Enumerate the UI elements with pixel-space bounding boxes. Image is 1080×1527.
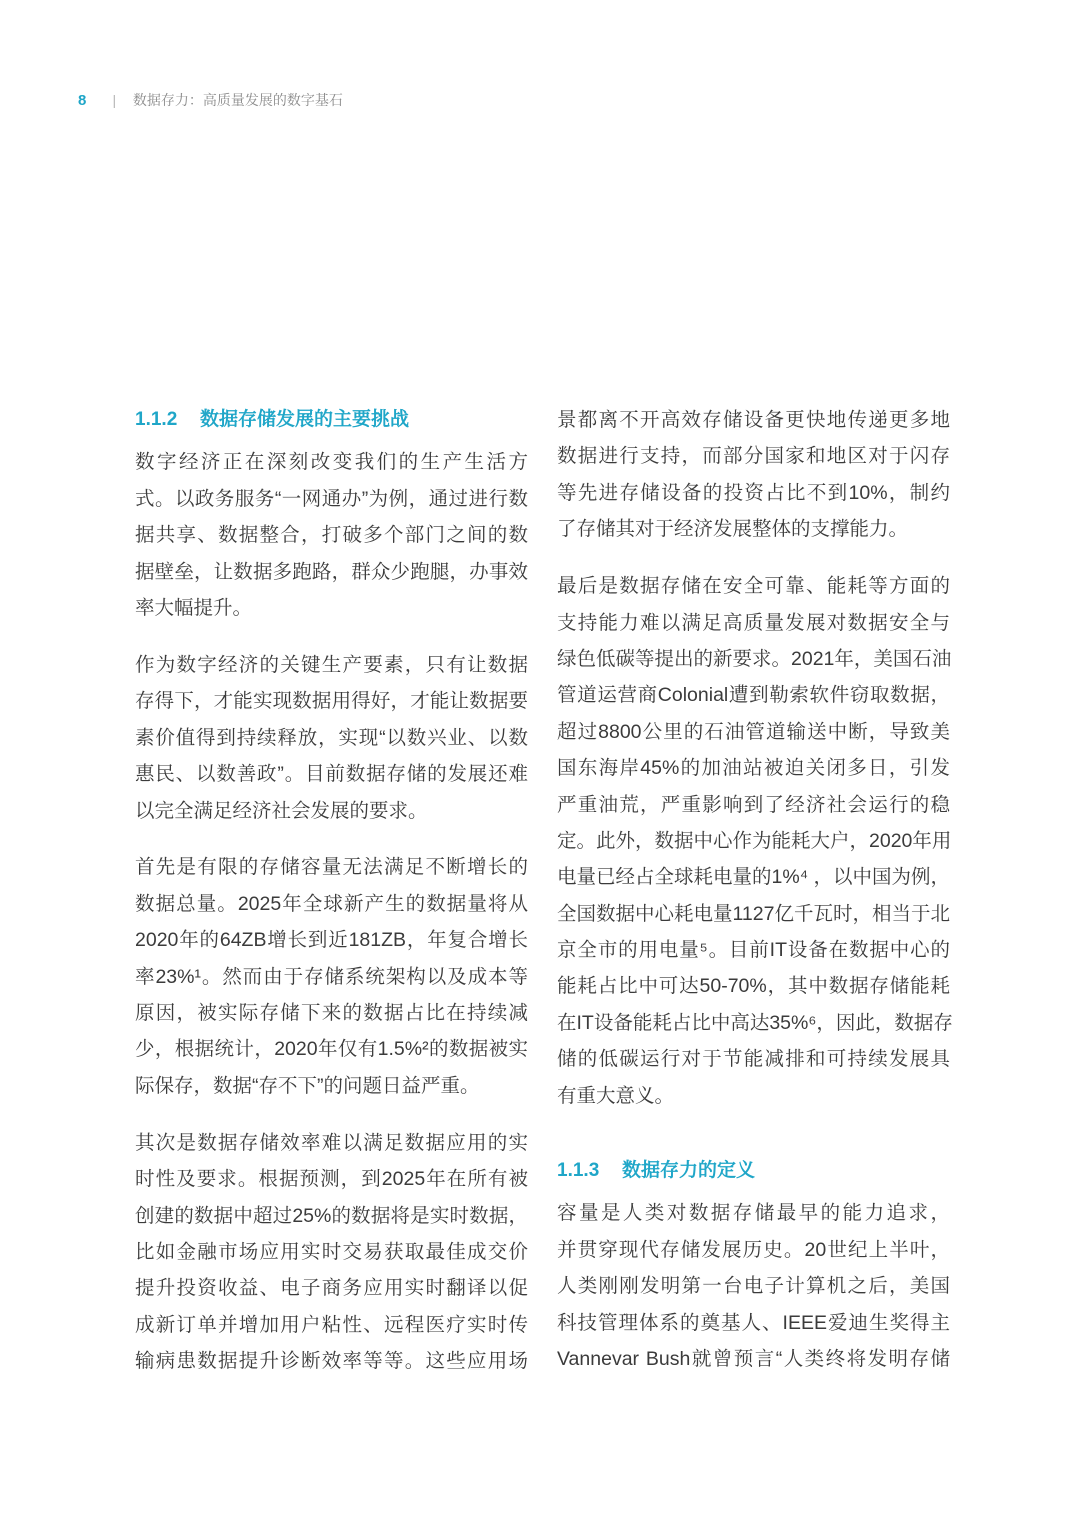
- paragraph: [135, 849, 528, 1104]
- paragraph-line: 数据进行支持，而部分国家和地区对于闪存: [557, 445, 950, 468]
- paragraph: [557, 402, 950, 548]
- paragraph-line: 2020年的64ZB增长到近181ZB，年复合增长: [135, 929, 528, 952]
- paragraph: [557, 1195, 950, 1377]
- paragraph-line: 存得下，才能实现数据用得好，才能让数据要: [135, 690, 528, 713]
- paragraph-line: 以完全满足经济社会发展的要求。: [135, 799, 428, 822]
- paragraph-line: 其次是数据存储效率难以满足数据应用的实: [135, 1131, 528, 1154]
- paragraph-line: 提升投资收益、电子商务应用实时翻译以促: [135, 1277, 528, 1300]
- paragraph-line: 首先是有限的存储容量无法满足不断增长的: [135, 856, 528, 879]
- paragraph-line: 严重油荒，严重影响到了经济社会运行的稳: [557, 793, 950, 816]
- section-number: 1.1.3: [557, 1160, 600, 1182]
- paragraph-line: 人类刚刚发明第一台电子计算机之后，美国: [557, 1275, 950, 1298]
- paragraph-line: 景都离不开高效存储设备更快地传递更多地: [557, 409, 950, 431]
- paragraph: [135, 444, 528, 626]
- paragraph-line: 成新订单并增加用户粘性、远程医疗实时传: [135, 1313, 528, 1336]
- paragraph: [135, 1125, 528, 1380]
- page-header: [78, 89, 343, 111]
- paragraph-line: 定。此外，数据中心作为能耗大户，2020年用: [557, 829, 952, 852]
- paragraph-line: 式。以政务服务“一网通办”为例，通过进行数: [135, 487, 528, 510]
- header-separator: |: [112, 92, 117, 108]
- paragraph-line: 绿色低碳等提出的新要求。2021年，美国石油: [557, 647, 952, 670]
- paragraph-line: 国东海岸45%的加油站被迫关闭多日，引发: [557, 757, 950, 780]
- section-heading: [135, 402, 528, 438]
- left-column: [135, 402, 528, 1380]
- paragraph-line: 率大幅提升。: [135, 596, 253, 619]
- paragraph-line: 惠民、以数善政”。目前数据存储的发展还难: [135, 763, 528, 786]
- paragraph-line: 容量是人类对数据存储最早的能力追求，: [557, 1202, 950, 1225]
- document-title: 数据存力：高质量发展的数字基石: [132, 92, 343, 108]
- paragraph-line: 储的低碳运行对于节能减排和可持续发展具: [557, 1048, 950, 1071]
- paragraph-line: 据壁垒，让数据多跑路，群众少跑腿，办事效: [135, 560, 528, 583]
- paragraph-line: 数字经济正在深刻改变我们的生产生活方: [135, 451, 528, 474]
- paragraph-line: 原因，被实际存储下来的数据占比在持续减: [135, 1002, 528, 1025]
- paragraph-line: 全国数据中心耗电量1127亿千瓦时，相当于北: [557, 902, 950, 925]
- paragraph-line: 电量已经占全球耗电量的1%⁴ ，以中国为例，: [557, 866, 950, 889]
- paragraph-line: 并贯穿现代存储发展历史。20世纪上半叶，: [557, 1238, 950, 1261]
- paragraph-line: 际保存，数据“存不下”的问题日益严重。: [135, 1074, 480, 1097]
- paragraph-line: 输病患数据提升诊断效率等等。这些应用场: [135, 1350, 528, 1373]
- section-title: 数据存力的定义: [622, 1160, 756, 1182]
- paragraph-line: 能耗占比中可达50-70%，其中数据存储能耗: [557, 975, 950, 998]
- paragraph-line: Vannevar Bush就曾预言“人类终将发明存储: [557, 1347, 950, 1370]
- paragraph-line: 创建的数据中超过25%的数据将是实时数据，: [135, 1204, 528, 1227]
- paragraph-line: 了存储其对于经济发展整体的支撑能力。: [557, 518, 909, 541]
- page-number: 8: [78, 92, 87, 109]
- paragraph: [135, 647, 528, 829]
- section-heading: [557, 1153, 950, 1189]
- paragraph: [557, 568, 953, 1114]
- paragraph-line: 率23%¹。然而由于存储系统架构以及成本等: [135, 965, 528, 988]
- paragraph-line: 据共享、数据整合，打破多个部门之间的数: [135, 524, 528, 547]
- paragraph-line: 在IT设备能耗占比中高达35%⁶，因此，数据存: [557, 1011, 953, 1034]
- paragraph-line: 京全市的用电量⁵。目前IT设备在数据中心的: [557, 939, 950, 962]
- paragraph-line: 超过8800公里的石油管道输送中断，导致美: [557, 720, 950, 743]
- section-title: 数据存储发展的主要挑战: [200, 409, 410, 430]
- paragraph-line: 少，根据统计，2020年仅有1.5%²的数据被实: [135, 1038, 528, 1061]
- paragraph-line: 时性及要求。根据预测，到2025年在所有被: [135, 1168, 528, 1191]
- paragraph-line: 等先进存储设备的投资占比不到10%，制约: [557, 481, 950, 504]
- paragraph-line: 科技管理体系的奠基人、IEEE爱迪生奖得主: [557, 1311, 950, 1334]
- paragraph-line: 最后是数据存储在安全可靠、能耗等方面的: [557, 575, 950, 598]
- right-column: [557, 402, 953, 1377]
- paragraph-line: 数据总量。2025年全球新产生的数据量将从: [135, 892, 528, 915]
- paragraph-line: 支持能力难以满足高质量发展对数据安全与: [557, 611, 950, 634]
- paragraph-line: 比如金融市场应用实时交易获取最佳成交价: [135, 1240, 528, 1263]
- paragraph-line: 素价值得到持续释放，实现“以数兴业、以数: [135, 726, 528, 749]
- paragraph-line: 有重大意义。: [557, 1084, 675, 1107]
- paragraph-line: 管道运营商Colonial遭到勒索软件窃取数据，: [557, 684, 950, 707]
- paragraph-line: 作为数字经济的关键生产要素，只有让数据: [135, 653, 528, 676]
- section-number: 1.1.2: [135, 409, 178, 430]
